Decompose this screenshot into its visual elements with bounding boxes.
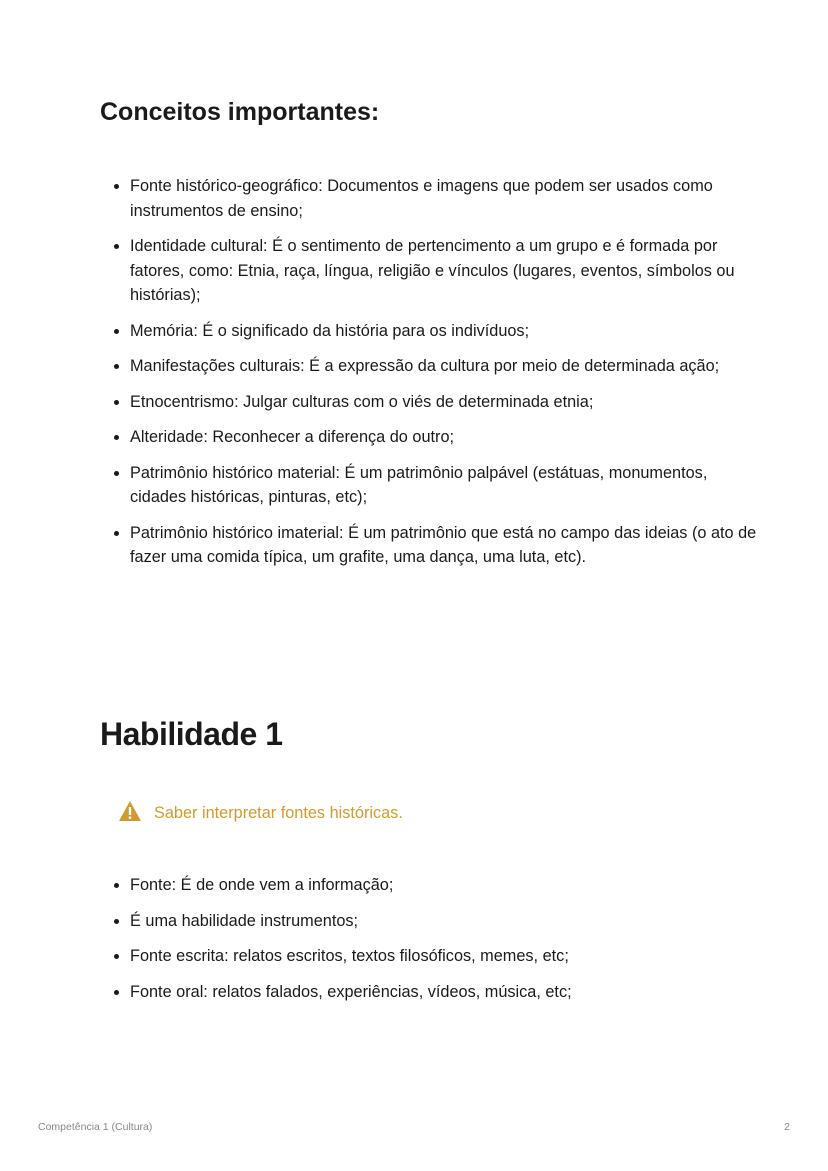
list-item: • Fonte: É de onde vem a informação; — [130, 873, 760, 898]
list-item: • Fonte escrita: relatos escritos, textos filosóficos, memes, etc; — [130, 944, 760, 969]
habilidade-list — [100, 873, 760, 1015]
list-item: • Fonte oral: relatos falados, experiências, vídeos, música, etc; — [130, 980, 760, 1005]
callout-warning — [118, 800, 403, 827]
list-item: • Alteridade: Reconhecer a diferença do outro; — [130, 425, 760, 450]
list-item: • É uma habilidade instrumentos; — [130, 909, 760, 934]
callout-text: Saber interpretar fontes históricas. — [154, 804, 403, 822]
list-item: • Manifestações culturais: É a expressão da cultura por meio de determinada ação; — [130, 354, 760, 379]
footer-title: Competência 1 (Cultura) — [38, 1121, 153, 1133]
list-item: • Patrimônio histórico imaterial: É um patrimônio que está no campo das ideias (o ato de fazer uma comida típica, um grafite, uma dança, uma luta, etc). — [130, 521, 760, 570]
warning-icon — [118, 800, 142, 827]
list-item: • Memória: É o significado da história para os indivíduos; — [130, 319, 760, 344]
page-number: 2 — [784, 1121, 790, 1133]
list-item: • Patrimônio histórico material: É um patrimônio palpável (estátuas, monumentos, cidades históricas, pinturas, etc); — [130, 461, 760, 510]
list-item: • Etnocentrismo: Julgar culturas com o viés de determinada etnia; — [130, 390, 760, 415]
list-item: • Fonte histórico-geográfico: Documentos e imagens que podem ser usados como instrumentos de ensino; — [130, 174, 760, 223]
section-title-habilidade: Habilidade 1 — [100, 716, 283, 752]
list-item: • Identidade cultural: É o sentimento de pertencimento a um grupo e é formada por fatores, como: Etnia, raça, língua, religião e vínculos (lugares, eventos, símbolos ou histórias); — [130, 234, 760, 308]
concepts-list — [100, 174, 760, 581]
section-title-conceitos: Conceitos importantes: — [100, 98, 380, 126]
